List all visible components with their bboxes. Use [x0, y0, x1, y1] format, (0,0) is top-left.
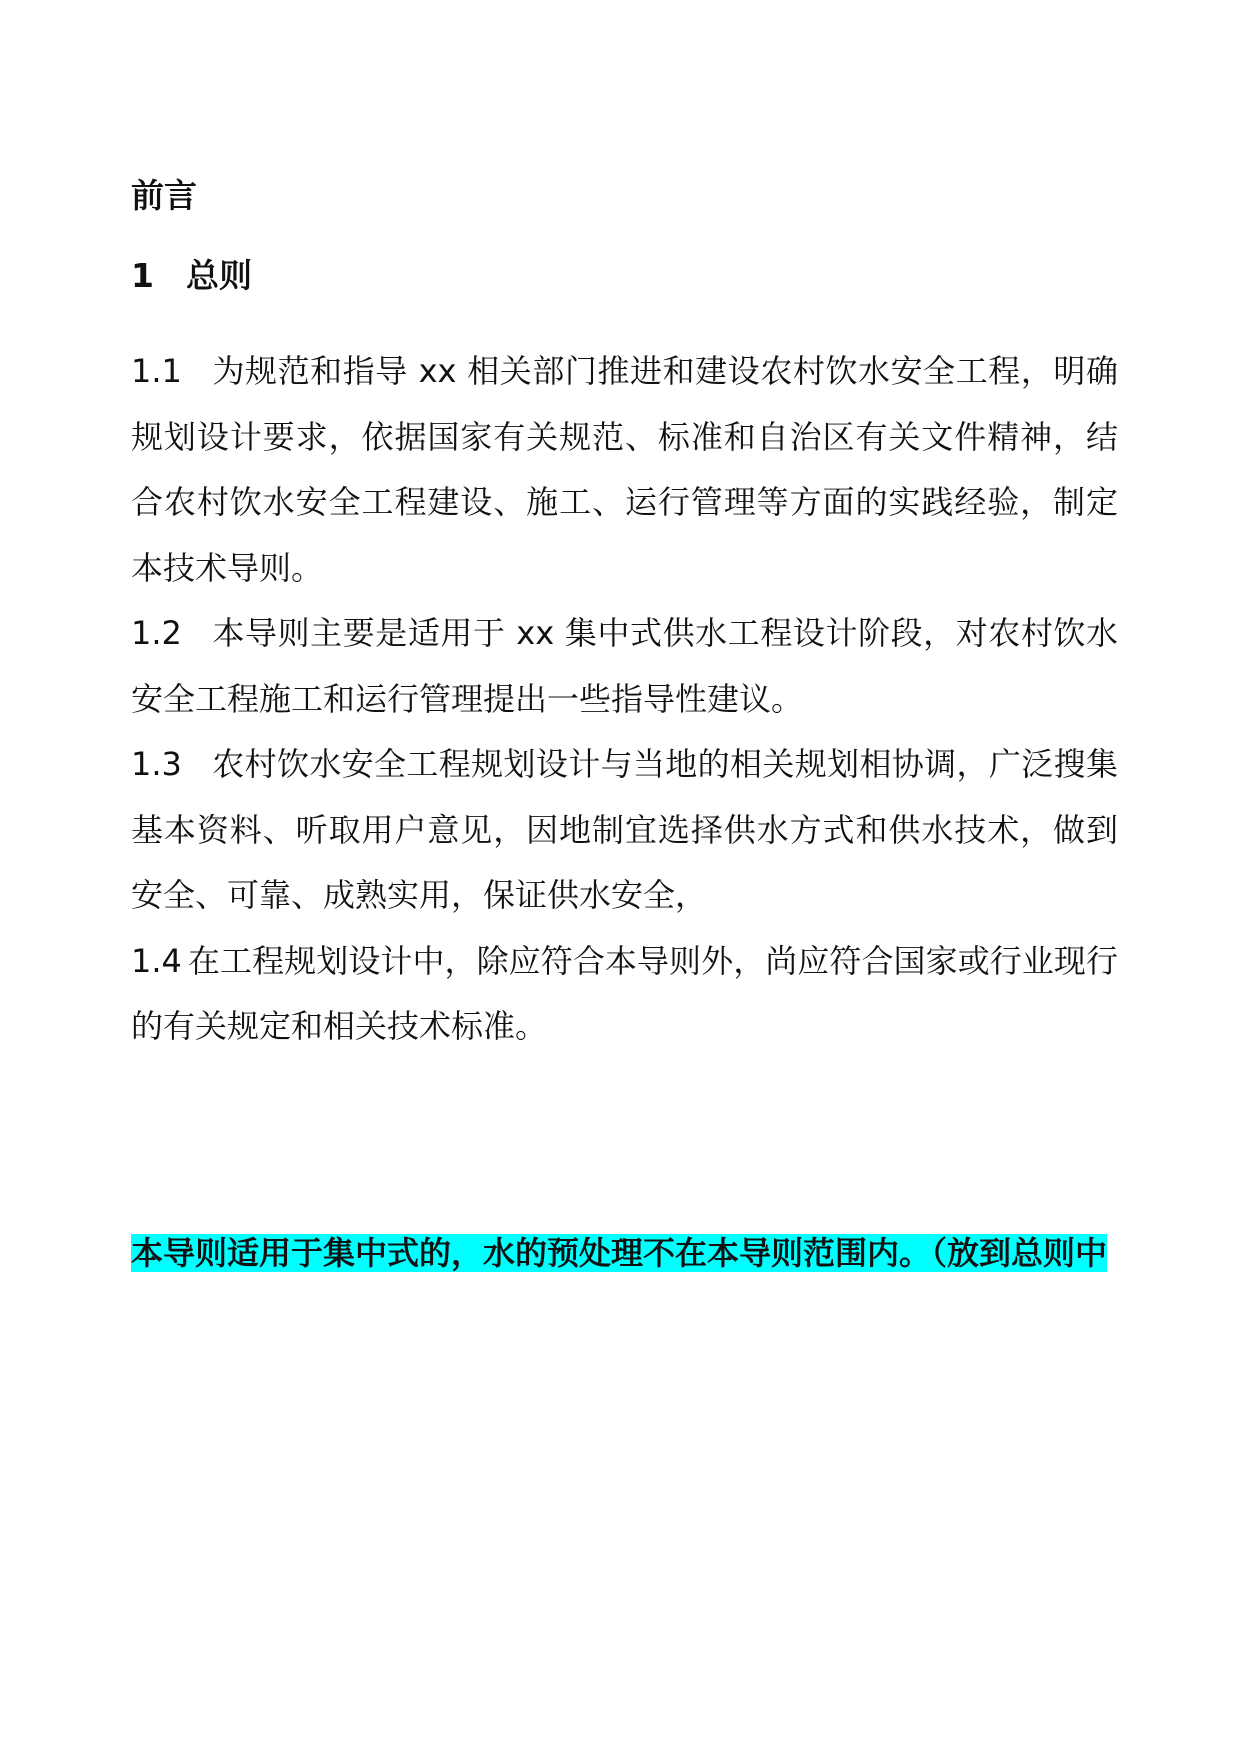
section-number: 1: [131, 256, 154, 295]
section-heading: [131, 256, 252, 296]
clause-1-4: [131, 929, 1118, 1060]
highlighted-note: [131, 1221, 1118, 1287]
clause-1-1: [131, 339, 1118, 601]
clause-number: 1.1: [131, 352, 182, 390]
clause-text: 农村饮水安全工程规划设计与当地的相关规划相协调，广泛搜集基本资料、听取用户意见，因地制宜选择供水方式和供水技术，做到安全、可靠、成熟实用，保证供水安全，: [131, 745, 1118, 914]
clause-1-3: [131, 732, 1118, 929]
clause-text: 为规范和指导 xx 相关部门推进和建设农村饮水安全工程，明确规划设计要求，依据国家有关规范、标准和自治区有关文件精神，结合农村饮水安全工程建设、施工、运行管理等方面的实践经验，制定本技术导则。: [131, 352, 1118, 587]
section-title: 总则: [186, 256, 252, 295]
clause-1-2: [131, 601, 1118, 732]
clause-number: 1.4: [131, 941, 182, 980]
clause-text: 本导则主要是适用于 xx 集中式供水工程设计阶段，对农村饮水安全工程施工和运行管理提出一些指导性建议。: [131, 614, 1118, 718]
clause-number: 1.3: [131, 745, 182, 783]
clause-text: 在工程规划设计中，除应符合本导则外，尚应符合国家或行业现行的有关规定和相关技术标准。: [131, 941, 1118, 1045]
highlighted-note-text: 本导则适用于集中式的，水的预处理不在本导则范围内。（放到总则中: [131, 1234, 1108, 1272]
preface-title: 前言: [131, 176, 197, 215]
clause-list: [131, 339, 1118, 1060]
clause-number: 1.2: [131, 614, 182, 652]
